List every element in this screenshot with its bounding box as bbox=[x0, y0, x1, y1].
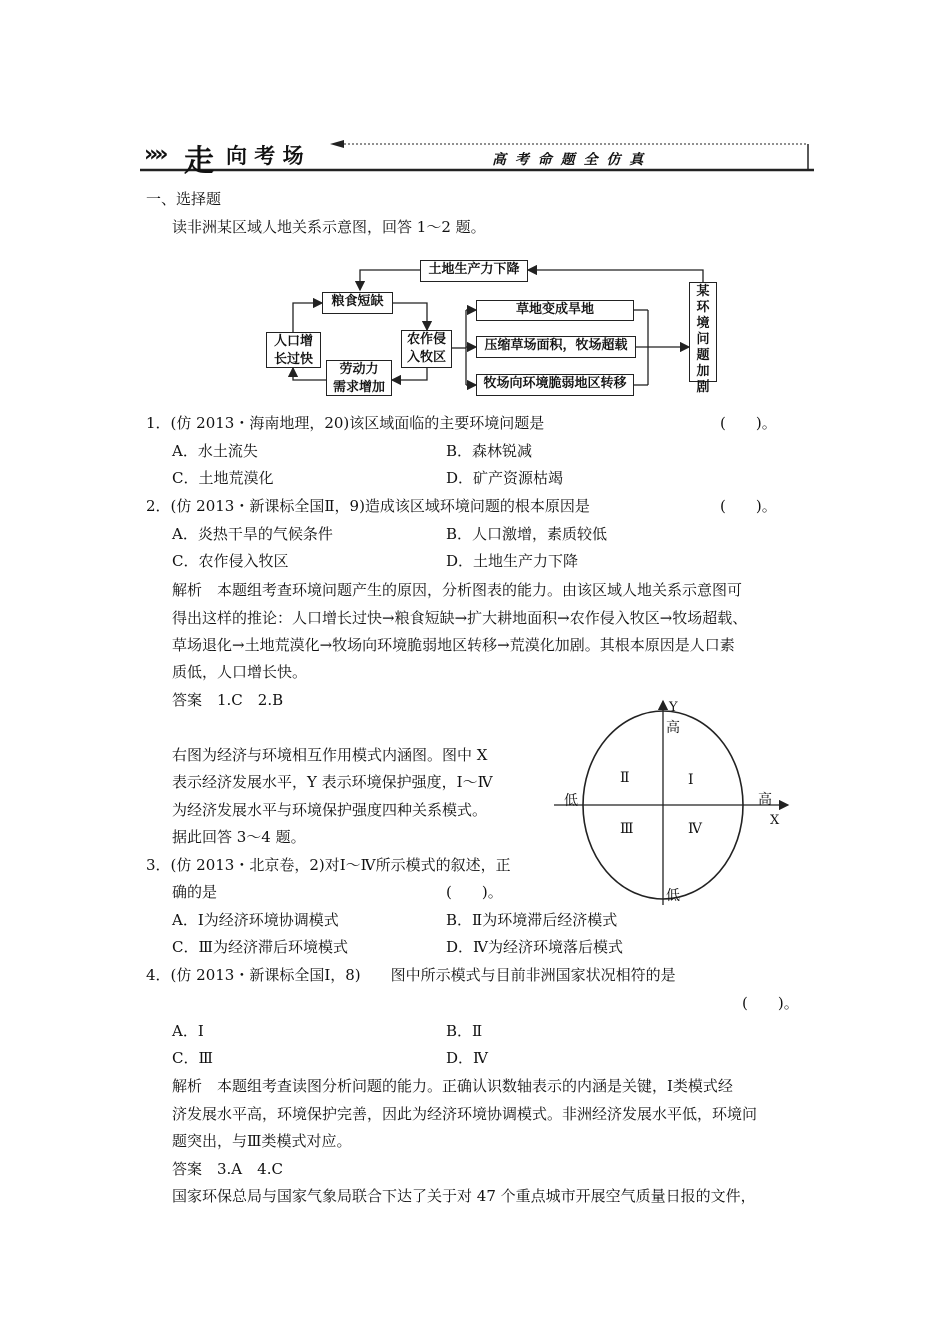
box-overgrazing: 压缩草场面积，牧场超载 bbox=[476, 336, 636, 358]
q3-option-a: A．Ⅰ为经济环境协调模式 bbox=[172, 911, 339, 929]
q2-option-d: D．土地生产力下降 bbox=[446, 552, 579, 570]
banner-title: 向 考 场 bbox=[226, 143, 304, 168]
analysis1-line: 解析 本题组考查环境问题产生的原因，分析图表的能力。由该区域人地关系示意图可 bbox=[172, 581, 743, 599]
x-axis-label: X bbox=[770, 813, 780, 828]
analysis1-line: 质低，人口增长快。 bbox=[172, 663, 308, 681]
y-high-label: 高 bbox=[666, 720, 680, 736]
q3-stem-line1: 3．(仿 2013・北京卷，2)对Ⅰ～Ⅳ所示模式的叙述，正 bbox=[146, 856, 511, 874]
q4-option-b: B．Ⅱ bbox=[446, 1022, 483, 1040]
quadrant-ii: Ⅱ bbox=[620, 770, 630, 786]
pop-line-2: 长过快 bbox=[273, 352, 313, 367]
quadrant-iii: Ⅲ bbox=[620, 821, 634, 837]
diagram1-arrows bbox=[0, 0, 950, 400]
q4-option-c: C．Ⅲ bbox=[172, 1049, 213, 1067]
q3-stem-line2: 确的是 bbox=[172, 883, 218, 901]
chevrons-icon: »» bbox=[144, 142, 165, 167]
analysis2-line: 解析 本题组考查读图分析问题的能力。正确认识数轴表示的内涵是关键，Ⅰ类模式经 bbox=[172, 1077, 733, 1095]
box-farming-invasion bbox=[401, 330, 452, 368]
q2-option-c: C．农作侵入牧区 bbox=[172, 552, 289, 570]
q1-stem: 1．(仿 2013・海南地理，20)该区域面临的主要环境问题是 bbox=[146, 414, 545, 432]
intro2-line: 为经济发展水平与环境保护强度四种关系模式。 bbox=[172, 801, 488, 819]
box-grassland-to-dry: 草地变成旱地 bbox=[476, 300, 634, 321]
intro2-line: 据此回答 3～4 题。 bbox=[172, 828, 306, 846]
answer-1-2: 答案 1.C 2.B bbox=[172, 691, 284, 709]
q2-option-b: B．人口激增，素质较低 bbox=[446, 525, 608, 543]
box-labor-demand bbox=[326, 360, 392, 396]
analysis1-line: 草场退化→土地荒漠化→牧场向环境脆弱地区转移→荒漠化加剧。其根本原因是人口素 bbox=[172, 636, 735, 654]
next-passage: 国家环保总局与国家气象局联合下达了关于对 47 个重点城市开展空气质量日报的文件， bbox=[172, 1187, 756, 1205]
box-land-productivity: 土地生产力下降 bbox=[420, 260, 528, 282]
q4-stem: 4．(仿 2013・新课标全国Ⅰ，8) 图中所示模式与目前非洲国家状况相符的是 bbox=[146, 966, 676, 984]
q4-option-a: A．Ⅰ bbox=[172, 1022, 204, 1040]
q2-option-a: A．炎热干旱的气候条件 bbox=[172, 525, 333, 543]
y-low-label: 低 bbox=[666, 888, 680, 904]
y-axis-label: Y bbox=[669, 700, 678, 715]
q2-stem: 2．(仿 2013・新课标全国Ⅱ，9)造成该区域环境问题的根本原因是 bbox=[146, 497, 590, 515]
x-low-label: 低 bbox=[564, 793, 578, 809]
analysis2-line: 济发展水平高，环境保护完善，因此为经济环境协调模式。非洲经济发展水平低，环境问 bbox=[172, 1105, 758, 1123]
q1-option-d: D．矿产资源枯竭 bbox=[446, 469, 564, 487]
quadrant-i: Ⅰ bbox=[688, 772, 694, 788]
box-pasture-shift: 牧场向环境脆弱地区转移 bbox=[476, 374, 634, 396]
analysis1-line: 得出这样的推论：人口增长过快→粮食短缺→扩大耕地面积→农作侵入牧区→牧场超载、 bbox=[172, 609, 748, 627]
labor-line-2: 需求增加 bbox=[332, 380, 385, 395]
q3-option-c: C．Ⅲ为经济滞后环境模式 bbox=[172, 938, 348, 956]
farm-line-2: 入牧区 bbox=[406, 350, 446, 365]
intro2-line: 表示经济发展水平，Y 表示环境保护强度，Ⅰ～Ⅳ bbox=[172, 773, 493, 791]
box-environment-problem: 某环境问题加剧 bbox=[689, 282, 717, 382]
q1-option-b: B．森林锐减 bbox=[446, 442, 533, 460]
q1-option-a: A．水土流失 bbox=[172, 442, 258, 460]
x-high-label: 高 bbox=[758, 792, 772, 808]
labor-line-1: 劳动力 bbox=[339, 362, 379, 377]
q3-option-b: B．Ⅱ为环境滞后经济模式 bbox=[446, 911, 618, 929]
q1-blank: ( )。 bbox=[720, 414, 777, 432]
section-title: 一、选择题 bbox=[146, 190, 222, 208]
intro-text-1: 读非洲某区域人地关系示意图，回答 1～2 题。 bbox=[172, 218, 486, 236]
q4-option-d: D．Ⅳ bbox=[446, 1049, 489, 1067]
quadrant-iv: Ⅳ bbox=[688, 821, 702, 837]
banner-subtitle: 高 考 命 题 全 仿 真 bbox=[492, 152, 646, 168]
q3-blank: ( )。 bbox=[446, 883, 503, 901]
q1-option-c: C．土地荒漠化 bbox=[172, 469, 274, 487]
q3-option-d: D．Ⅳ为经济环境落后模式 bbox=[446, 938, 624, 956]
answer-3-4: 答案 3.A 4.C bbox=[172, 1160, 283, 1178]
q2-blank: ( )。 bbox=[720, 497, 777, 515]
analysis2-line: 题突出，与Ⅲ类模式对应。 bbox=[172, 1132, 352, 1150]
box-food-shortage: 粮食短缺 bbox=[322, 292, 393, 314]
farm-line-1: 农作侵 bbox=[406, 332, 446, 347]
intro2-line: 右图为经济与环境相互作用模式内涵图。图中 X bbox=[172, 746, 488, 764]
q4-blank: ( )。 bbox=[742, 994, 799, 1012]
pop-line-1: 人口增 bbox=[273, 334, 313, 349]
banner-title-first: 走 bbox=[184, 144, 214, 179]
box-population bbox=[266, 332, 321, 368]
